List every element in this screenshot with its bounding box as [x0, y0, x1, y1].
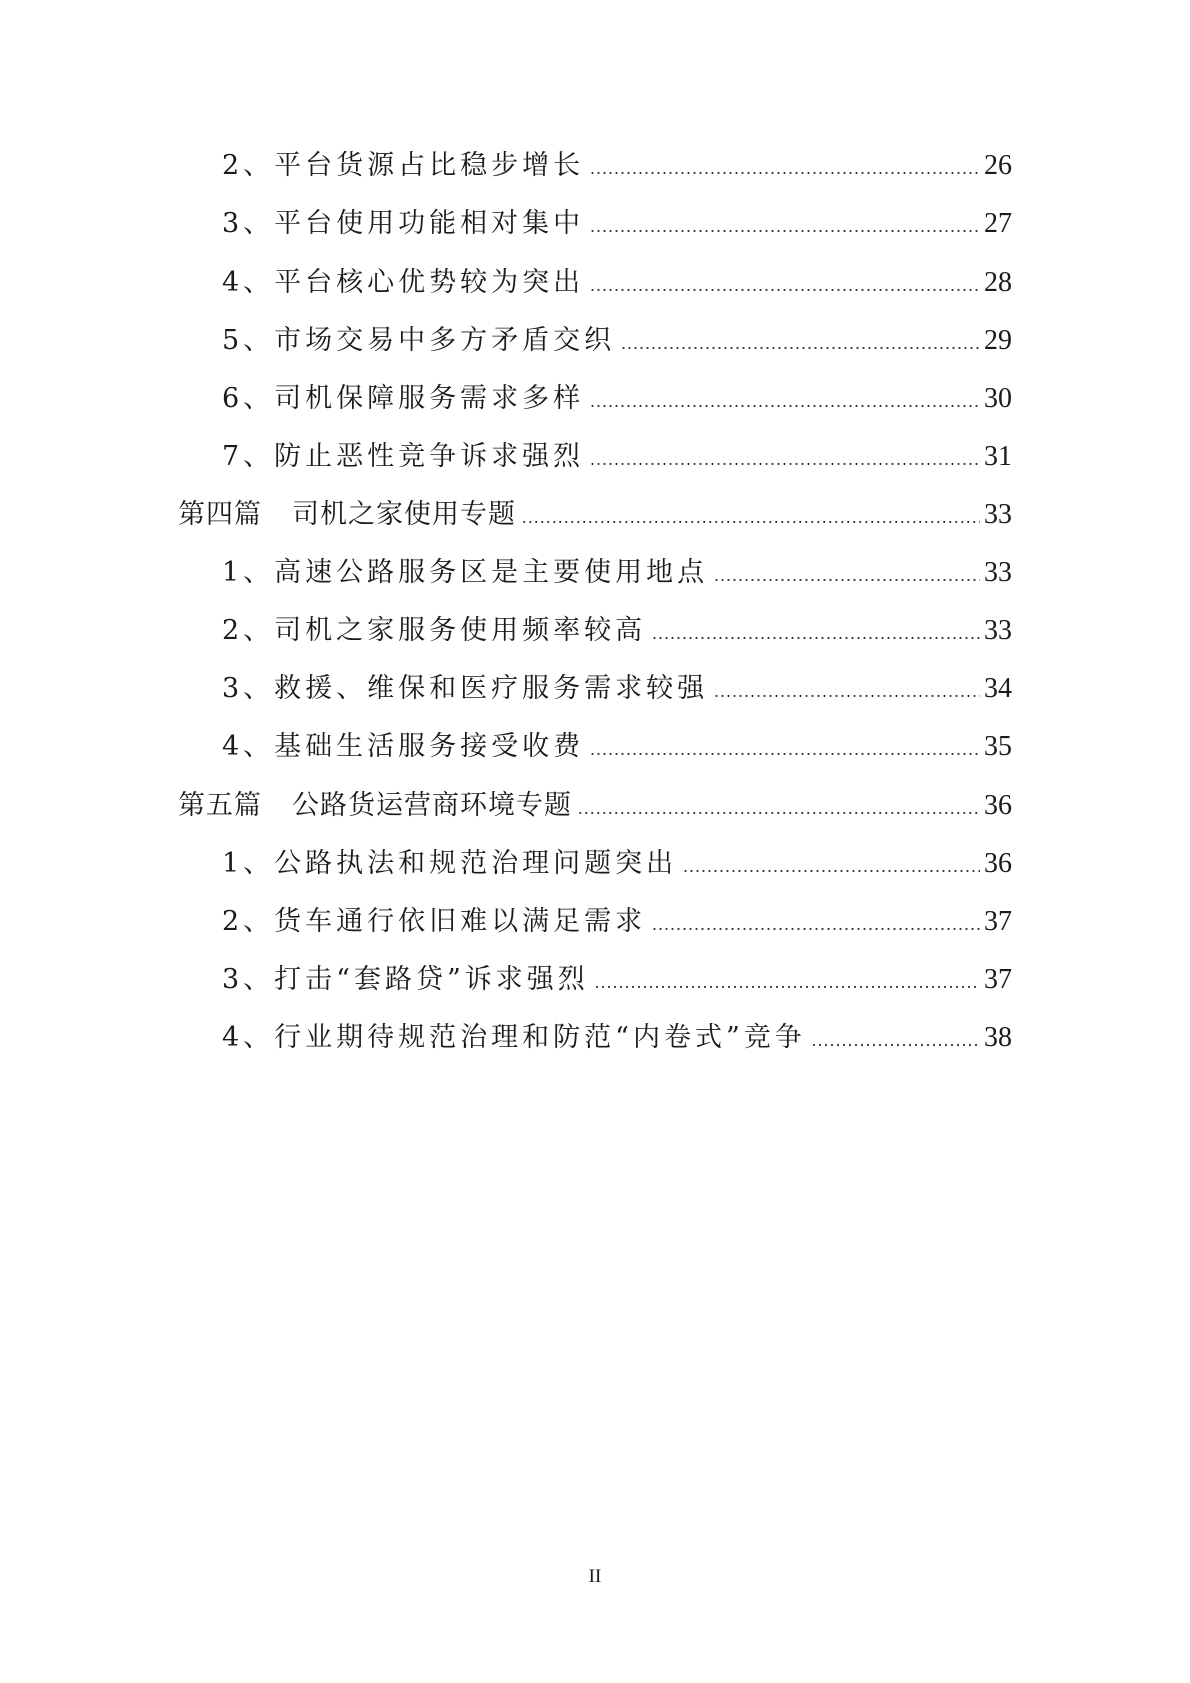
toc-entry-label: 2、货车通行依旧难以满足需求 — [222, 906, 647, 937]
toc-dot-leader — [595, 962, 980, 1002]
toc-dot-leader — [590, 148, 980, 188]
toc-entry[interactable] — [222, 611, 1012, 651]
toc-entry[interactable] — [222, 263, 1012, 303]
toc-entry[interactable] — [222, 727, 1012, 767]
toc-entry-label: 3、救援、维保和医疗服务需求较强 — [222, 673, 709, 704]
toc-entry-label: 7、防止恶性竞争诉求强烈 — [222, 441, 585, 472]
toc-dot-leader — [683, 846, 980, 886]
toc-page-number: 36 — [984, 790, 1012, 821]
toc-page-number: 33 — [984, 615, 1012, 646]
toc-dot-leader — [652, 613, 980, 653]
toc-page-number: 28 — [984, 267, 1012, 298]
toc-dot-leader — [590, 729, 980, 769]
footer-page-number: II — [588, 1566, 602, 1587]
toc-page-number: 27 — [984, 208, 1012, 239]
toc-dot-leader — [714, 671, 980, 711]
toc-entry[interactable] — [222, 437, 1012, 477]
toc-entry[interactable] — [222, 146, 1012, 186]
toc-page-number: 31 — [984, 441, 1012, 472]
toc-page-number: 33 — [984, 499, 1012, 530]
toc-dot-leader — [714, 555, 980, 595]
toc-page-number: 29 — [984, 325, 1012, 356]
toc-chapter-label — [178, 786, 578, 826]
toc-entry-label: 3、平台使用功能相对集中 — [222, 208, 585, 239]
toc-entry[interactable] — [222, 553, 1012, 593]
toc-entry-label: 6、司机保障服务需求多样 — [222, 383, 585, 414]
toc-chapter-number: 第五篇 — [178, 790, 262, 821]
toc-entry-label: 4、平台核心优势较为突出 — [222, 267, 585, 298]
toc-dot-leader — [590, 206, 980, 246]
toc-dot-leader — [522, 497, 980, 537]
toc-entry-label: 4、基础生活服务接受收费 — [222, 731, 585, 762]
toc-page-number: 30 — [984, 383, 1012, 414]
toc-chapter-number: 第四篇 — [178, 499, 262, 530]
toc-page-number: 34 — [984, 673, 1012, 704]
toc-entry-label: 3、打击“套路贷”诉求强烈 — [222, 964, 589, 995]
toc-chapter-title: 司机之家使用专题 — [292, 499, 516, 530]
toc-page-number: 26 — [984, 150, 1012, 181]
toc-entry-label: 1、公路执法和规范治理问题突出 — [222, 848, 678, 879]
toc-entry-label: 1、高速公路服务区是主要使用地点 — [222, 557, 709, 588]
toc-entry[interactable] — [222, 379, 1012, 419]
toc-entry[interactable] — [222, 321, 1012, 361]
toc-entry[interactable] — [222, 669, 1012, 709]
toc-entry-label: 5、市场交易中多方矛盾交织 — [222, 325, 616, 356]
toc-entry-label: 2、平台货源占比稳步增长 — [222, 150, 585, 181]
toc-dot-leader — [812, 1020, 980, 1060]
toc-entry[interactable] — [222, 844, 1012, 884]
toc-entry[interactable] — [222, 960, 1012, 1000]
toc-dot-leader — [578, 788, 980, 828]
toc-entry[interactable] — [222, 204, 1012, 244]
toc-page-number: 36 — [984, 848, 1012, 879]
toc-chapter-entry[interactable] — [178, 786, 1012, 826]
toc-entry-label: 2、司机之家服务使用频率较高 — [222, 615, 647, 646]
toc-chapter-title: 公路货运营商环境专题 — [292, 790, 572, 821]
toc-entry[interactable] — [222, 1018, 1012, 1058]
toc-entry[interactable] — [222, 902, 1012, 942]
toc-page-number: 37 — [984, 906, 1012, 937]
toc-dot-leader — [590, 381, 980, 421]
toc-dot-leader — [590, 439, 980, 479]
toc-page-number: 38 — [984, 1022, 1012, 1053]
toc-page-number: 33 — [984, 557, 1012, 588]
toc-page-number: 37 — [984, 964, 1012, 995]
toc-entry-label: 4、行业期待规范治理和防范“内卷式”竞争 — [222, 1022, 806, 1053]
toc-chapter-entry[interactable] — [178, 495, 1012, 535]
toc-dot-leader — [621, 323, 980, 363]
toc-chapter-label — [178, 495, 522, 535]
toc-dot-leader — [590, 265, 980, 305]
toc-dot-leader — [652, 904, 980, 944]
toc-page-number: 35 — [984, 731, 1012, 762]
